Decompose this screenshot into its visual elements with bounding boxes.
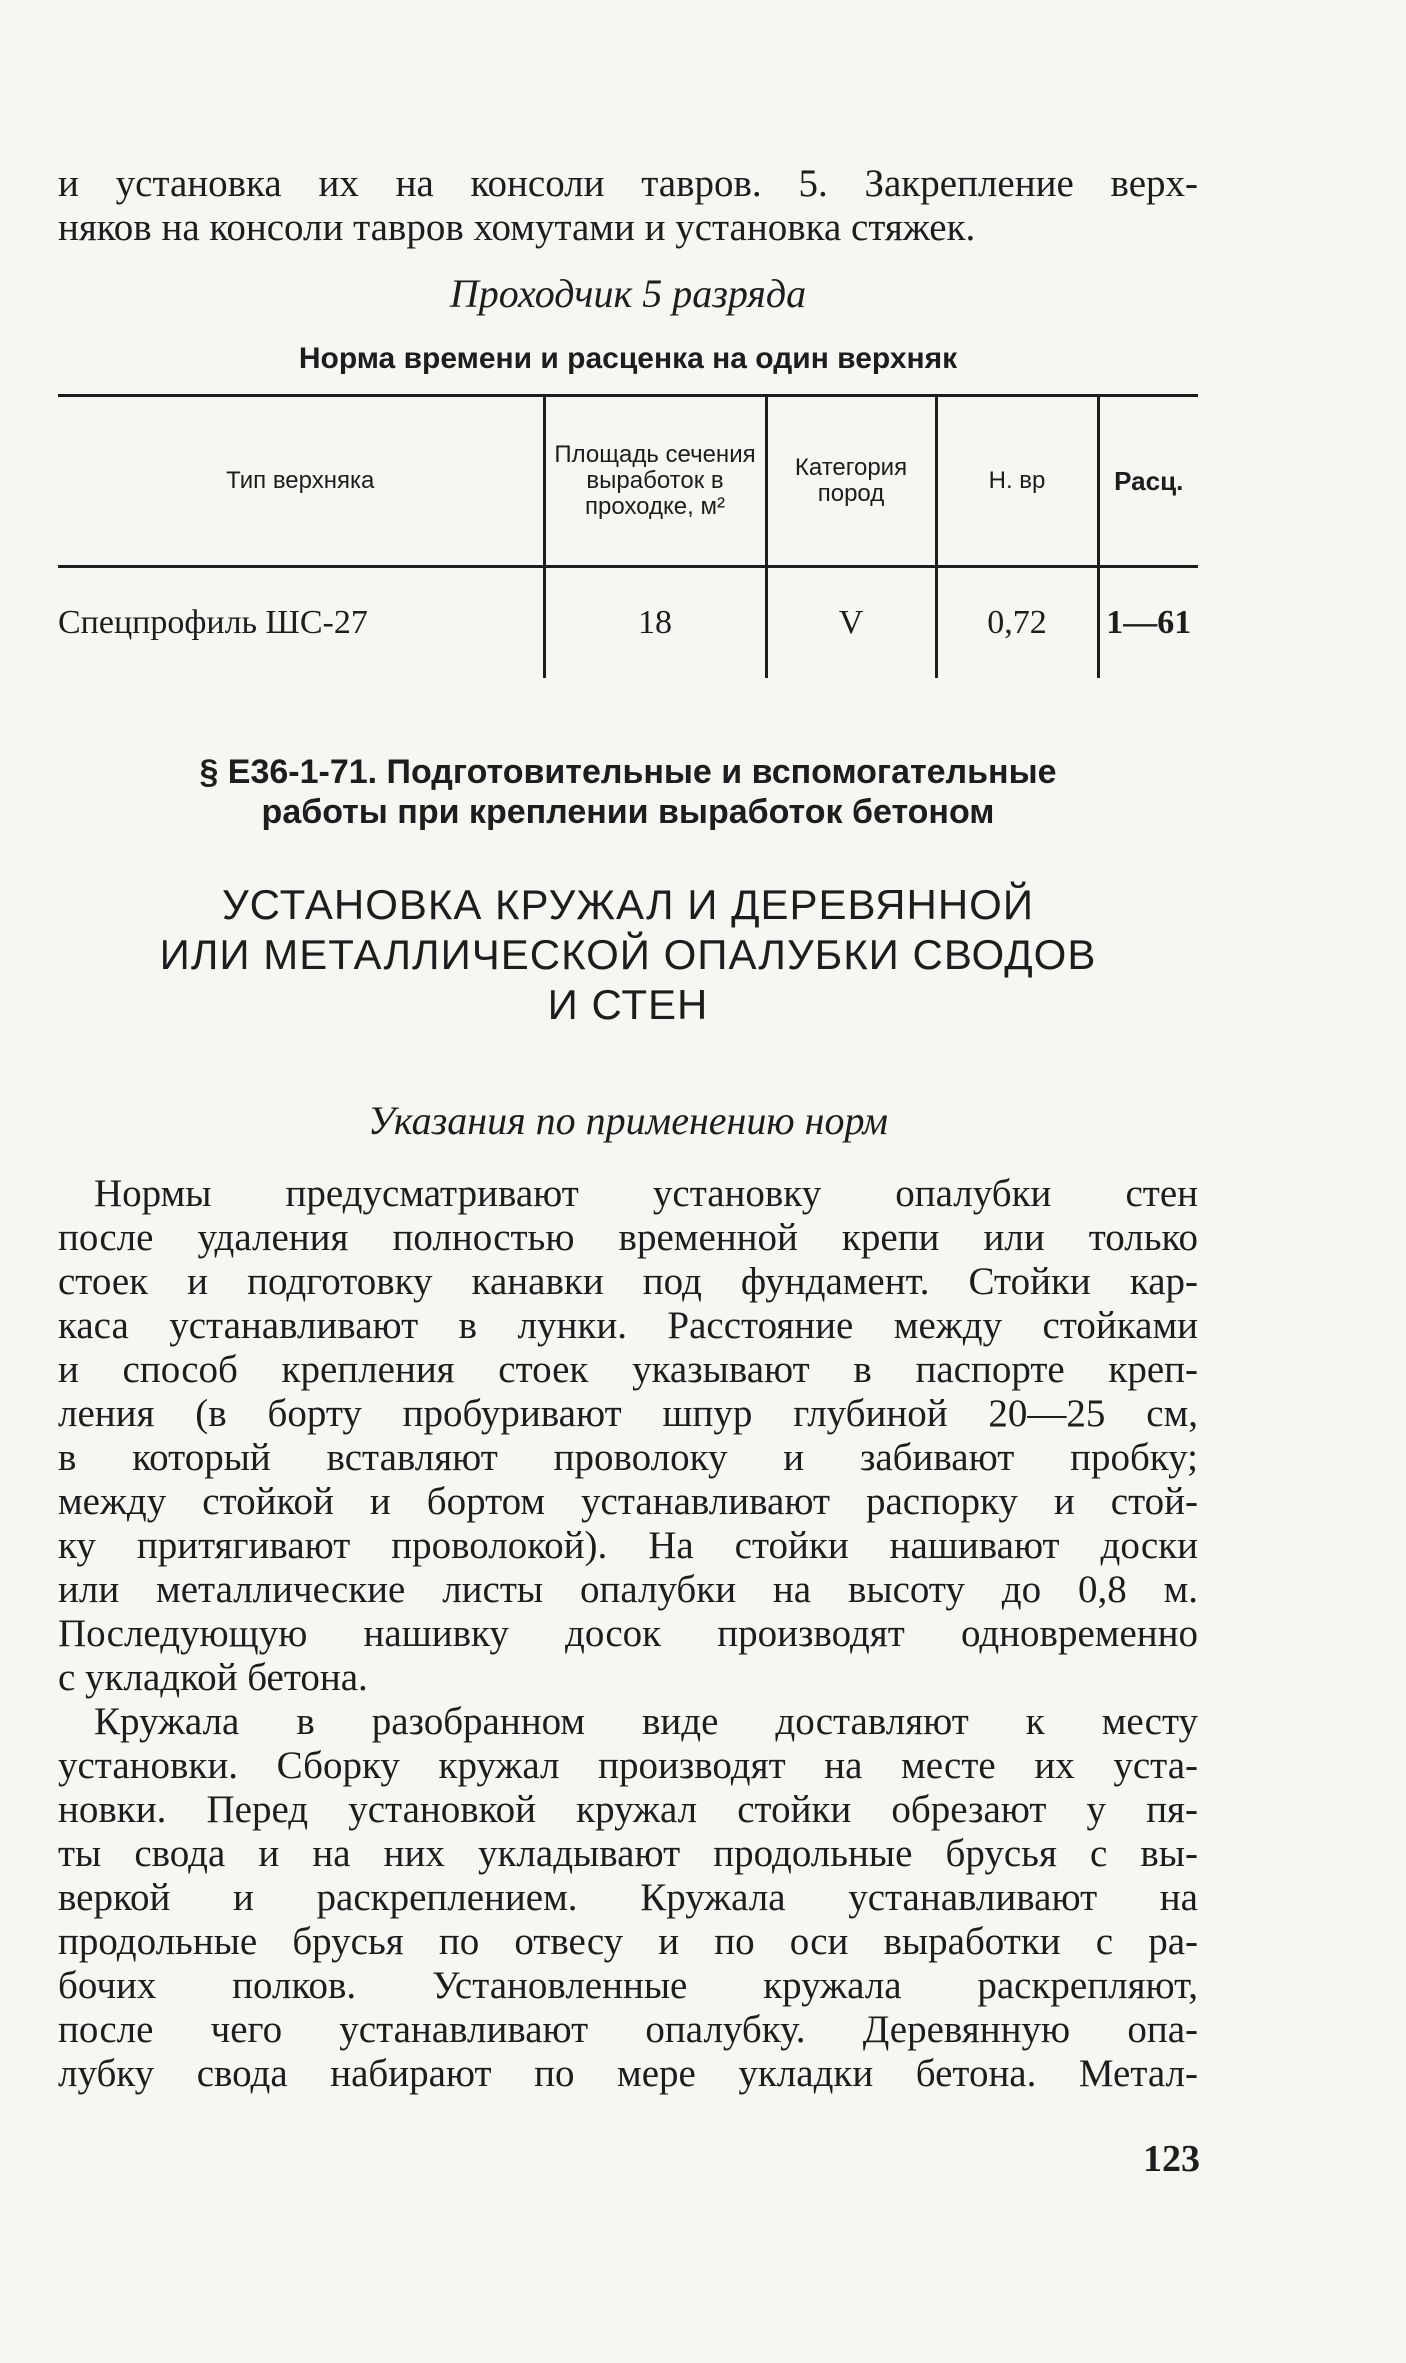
text-line: с укладкой бетона.: [58, 1656, 368, 1699]
page-number: 123: [1143, 2138, 1200, 2180]
text-line: между стойкой и бортом устанавливают распорку и стой-: [58, 1480, 1198, 1523]
section-heading-line: работы при креплении выработок бетоном: [261, 793, 995, 831]
cell-category: V: [766, 567, 936, 679]
cell-rate: 1—61: [1098, 567, 1198, 679]
text-line: бочих полков. Установленные кружала раскрепляют,: [58, 1964, 1198, 2007]
text-line: Нормы предусматривают установку опалубки стен: [94, 1172, 1198, 1215]
text-line: Кружала в разобранном виде доставляют к месту: [94, 1700, 1198, 1743]
text-line: ления (в борту пробуривают шпур глубиной 20—25 см,: [58, 1392, 1198, 1435]
text-line: каса устанавливают в лунки. Расстояние между стойками: [58, 1304, 1198, 1347]
table-header-row: [58, 396, 1198, 567]
text-line: после удаления полностью временной крепи или только: [58, 1216, 1198, 1259]
worker-caption: Проходчик 5 разряда: [449, 271, 807, 316]
text-line: после чего устанавливают опалубку. Деревянную опа-: [58, 2008, 1198, 2051]
header-category: Категория пород: [766, 396, 936, 567]
text-line: няков на консоли тавров хомутами и установка стяжек.: [58, 206, 976, 249]
section-title: [58, 880, 1198, 1030]
table-row: [58, 567, 1198, 679]
text-line: стоек и подготовку канавки под фундамент. Стойки кар-: [58, 1260, 1198, 1303]
text-line: Последующую нашивку досок производят одновременно: [58, 1612, 1198, 1655]
text-line: и установка их на консоли тавров. 5. Закрепление верх-: [58, 162, 1198, 205]
text-line: установки. Сборку кружал производят на месте их уста-: [58, 1744, 1198, 1787]
header-type: Тип верхняка: [58, 396, 544, 567]
text-line: новки. Перед установкой кружал стойки обрезают у пя-: [58, 1788, 1198, 1831]
section-title-line: ИЛИ МЕТАЛЛИЧЕСКОЙ ОПАЛУБКИ СВОДОВ: [159, 931, 1097, 978]
cell-norm-time: 0,72: [936, 567, 1098, 679]
text-line: лубку свода набирают по мере укладки бетона. Метал-: [58, 2052, 1198, 2095]
subheading: Указания по применению норм: [368, 1098, 888, 1143]
text-line: или металлические листы опалубки на высоту до 0,8 м.: [58, 1568, 1198, 1611]
cell-type: Спецпрофиль ШС-27: [58, 604, 368, 641]
text-line: в который вставляют проволоку и забивают пробку;: [58, 1436, 1198, 1479]
header-rate: Расц.: [1098, 396, 1198, 567]
paragraph-2: [58, 1700, 1198, 2096]
paragraph-1: [58, 1172, 1198, 1700]
table-caption: Норма времени и расценка на один верхняк: [298, 342, 958, 375]
section-title-line: И СТЕН: [547, 981, 709, 1028]
text-line: продольные брусья по отвесу и по оси выработки с ра-: [58, 1920, 1198, 1963]
section-title-line: УСТАНОВКА КРУЖАЛ И ДЕРЕВЯННОЙ: [221, 881, 1035, 928]
cell-area: 18: [544, 567, 766, 679]
section-heading: [58, 752, 1198, 832]
text-line: ку притягивают проволокой). На стойки нашивают доски: [58, 1524, 1198, 1567]
header-norm-time: Н. вр: [936, 396, 1098, 567]
header-area: Площадь сечения выработок в проходке, м²: [544, 396, 766, 567]
top-paragraph: [58, 162, 1198, 250]
section-heading-line: § Е36-1-71. Подготовительные и вспомогательные: [199, 753, 1057, 791]
text-line: ты свода и на них укладывают продольные брусья с вы-: [58, 1832, 1198, 1875]
norm-table: [58, 394, 1198, 678]
text-line: и способ крепления стоек указывают в паспорте креп-: [58, 1348, 1198, 1391]
text-line: веркой и раскреплением. Кружала устанавливают на: [58, 1876, 1198, 1919]
